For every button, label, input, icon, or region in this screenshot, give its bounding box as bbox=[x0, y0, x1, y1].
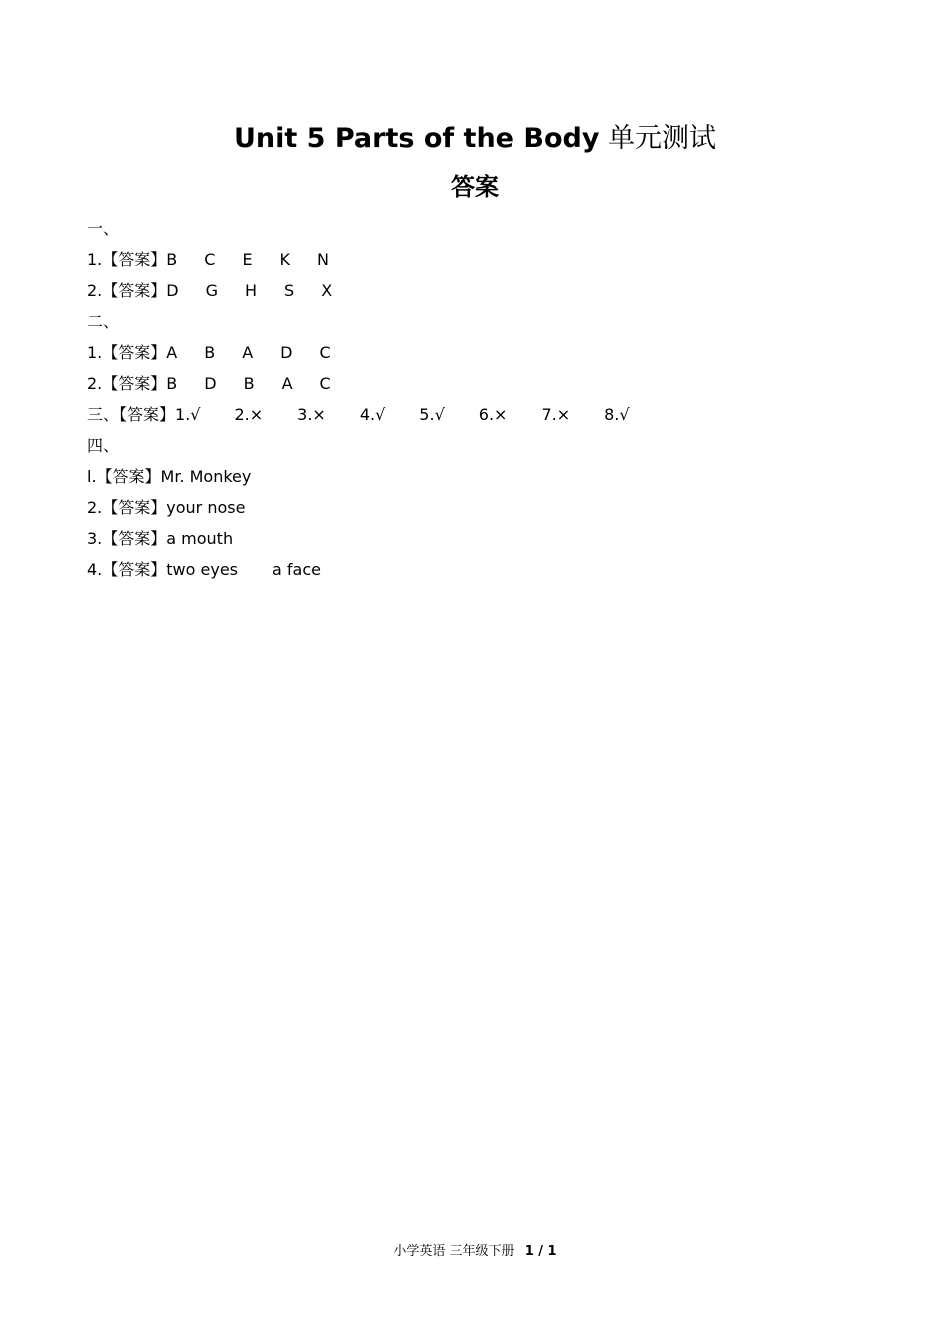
title-chinese: 单元测试 bbox=[608, 123, 717, 154]
section-1-question-2: 2.【答案】 D G H S X bbox=[87, 281, 333, 300]
section-2-heading: 二、 bbox=[87, 312, 120, 331]
section-2-question-2: 2.【答案】 B D B A C bbox=[87, 374, 331, 393]
section-4-question-1: l.【答案】Mr. Monkey bbox=[87, 467, 252, 486]
section-4-question-2: 2.【答案】your nose bbox=[87, 498, 246, 517]
section-1-question-1: 1.【答案】 B C E K N bbox=[87, 250, 330, 269]
section-2-question-1: 1.【答案】 A B A D C bbox=[87, 343, 331, 362]
answer-body bbox=[87, 213, 867, 585]
title-english: Unit 5 Parts of the Body bbox=[233, 123, 600, 154]
section-1-heading: 一、 bbox=[87, 219, 120, 238]
page-number: 1 / 1 bbox=[524, 1244, 557, 1259]
page-subtitle: 答案 bbox=[451, 173, 499, 201]
section-4-question-4: 4.【答案】 two eyes a face bbox=[87, 560, 321, 579]
footer-label: 小学英语 三年级下册 bbox=[393, 1244, 515, 1259]
page-footer bbox=[0, 1240, 950, 1264]
page-title bbox=[0, 120, 950, 158]
section-4-question-3: 3.【答案】a mouth bbox=[87, 529, 234, 548]
section-4-heading: 四、 bbox=[87, 436, 120, 455]
section-3-answers: 三、【答案】 1.√ 2.× 3.× 4.√ 5.√ 6.× 7.× 8.√ bbox=[87, 405, 630, 424]
